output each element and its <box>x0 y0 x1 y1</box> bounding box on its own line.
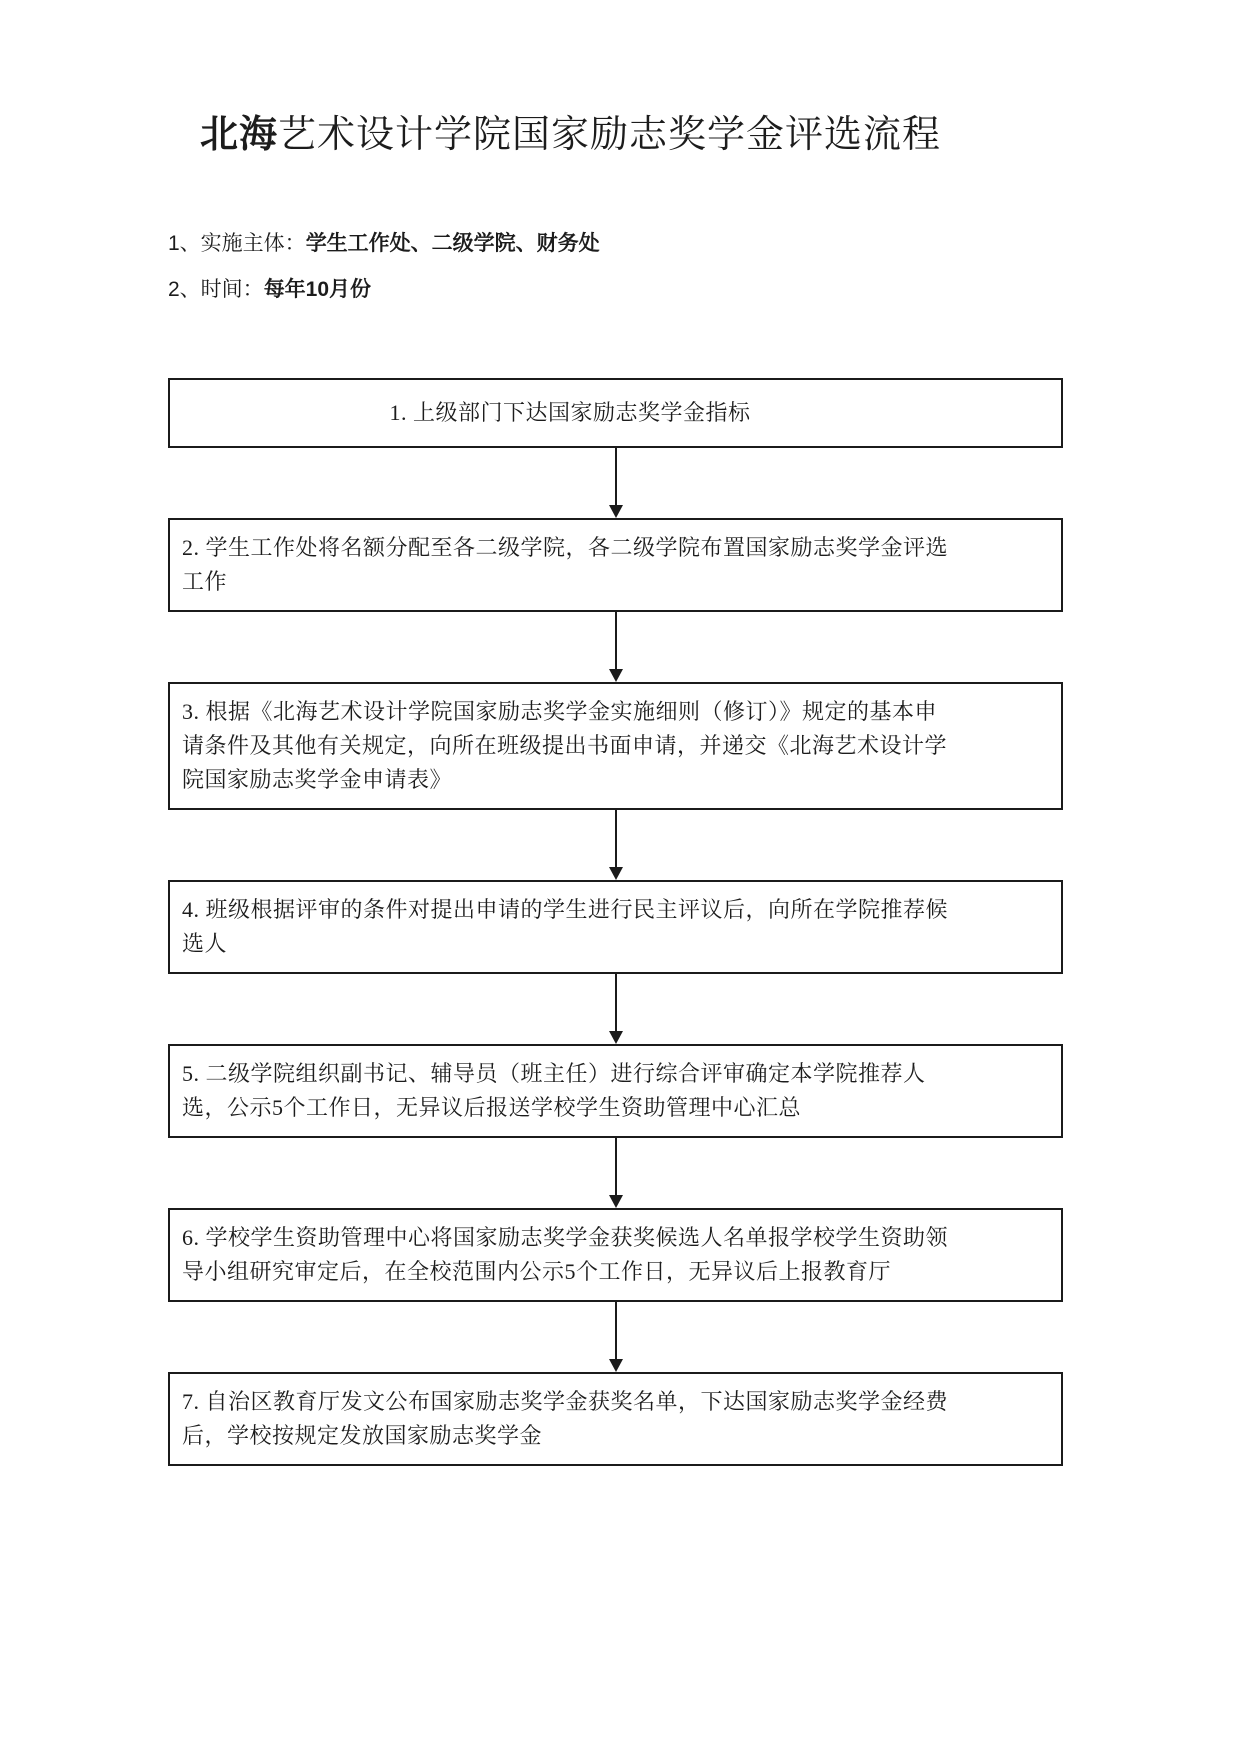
arrow-head <box>609 1031 623 1044</box>
flow-step-3-text: 3. 根据《北海艺术设计学院国家励志奖学金实施细则（修订）》规定的基本申请条件及其他有关规定，向所在班级提出书面申请，并递交《北海艺术设计学院国家励志奖学金申请表》 <box>182 699 948 792</box>
arrow-down-icon-5 <box>168 1138 1063 1208</box>
meta-line-time-label: 2、时间： <box>168 278 264 301</box>
flow-step-5-text: 5. 二级学院组织副书记、辅导员（班主任）进行综合评审确定本学院推荐人选，公示5个工作日，无异议后报送学校学生资助管理中心汇总 <box>182 1061 926 1120</box>
flow-step-2-text: 2. 学生工作处将名额分配至各二级学院，各二级学院布置国家励志奖学金评选工作 <box>182 535 949 594</box>
flow-step-7 <box>168 1372 1063 1466</box>
flow-step-4-text: 4. 班级根据评审的条件对提出申请的学生进行民主评议后，向所在学院推荐候选人 <box>182 897 949 956</box>
arrow-shaft <box>615 974 617 1031</box>
meta-line-time <box>168 276 600 304</box>
page-title-emphasis: 北海 <box>200 114 279 156</box>
arrow-head <box>609 505 623 518</box>
arrow-head <box>609 669 623 682</box>
meta-line-subject-label: 1、实施主体： <box>168 232 306 255</box>
flow-step-1 <box>168 378 1063 448</box>
arrow-down-icon-1 <box>168 448 1063 518</box>
arrow-down-icon-2 <box>168 612 1063 682</box>
flow-step-1-text: 1. 上级部门下达国家励志奖学金指标 <box>389 400 751 425</box>
flow-step-7-text: 7. 自治区教育厅发文公布国家励志奖学金获奖名单，下达国家励志奖学金经费后，学校按规定发放国家励志奖学金 <box>182 1389 949 1448</box>
arrow-shaft <box>615 448 617 505</box>
arrow-shaft <box>615 1138 617 1195</box>
meta-line-subject <box>168 230 600 258</box>
flow-step-6 <box>168 1208 1063 1302</box>
arrow-head <box>609 1359 623 1372</box>
flow-step-2 <box>168 518 1063 612</box>
flow-step-5 <box>168 1044 1063 1138</box>
flow-step-3 <box>168 682 1063 810</box>
arrow-shaft <box>615 810 617 867</box>
arrow-shaft <box>615 1302 617 1359</box>
arrow-head <box>609 1195 623 1208</box>
meta-line-subject-value: 学生工作处、二级学院、财务处 <box>305 232 600 255</box>
page-title-rest: 艺术设计学院国家励志奖学金评选流程 <box>278 114 942 156</box>
flow-step-6-text: 6. 学校学生资助管理中心将国家励志奖学金获奖候选人名单报学校学生资助领导小组研究审定后，在全校范围内公示5个工作日，无异议后上报教育厅 <box>182 1225 949 1284</box>
flow-step-4 <box>168 880 1063 974</box>
meta-section <box>168 230 600 322</box>
arrow-head <box>609 867 623 880</box>
flowchart <box>168 378 1063 1466</box>
arrow-down-icon-4 <box>168 974 1063 1044</box>
meta-line-time-value: 每年10月份 <box>263 278 372 301</box>
page-title <box>200 103 941 158</box>
arrow-down-icon-6 <box>168 1302 1063 1372</box>
arrow-shaft <box>615 612 617 669</box>
arrow-down-icon-3 <box>168 810 1063 880</box>
